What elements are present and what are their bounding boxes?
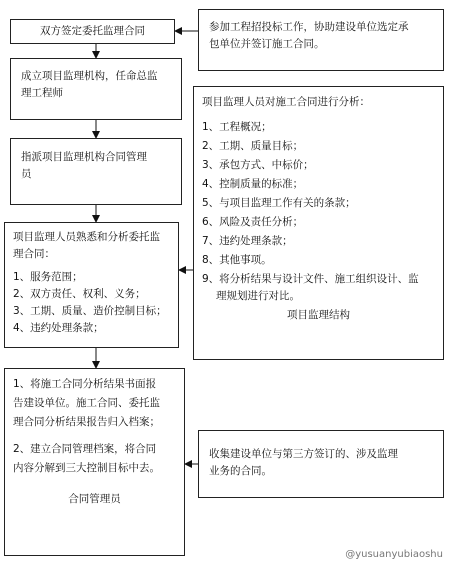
analysis-title: 项目监理人员对施工合同进行分析：: [202, 96, 370, 108]
collect-line-2: 业务的合同。: [209, 465, 272, 477]
analysis-item-9-line-2: 理规划进行对比。: [216, 290, 300, 302]
familiar-box: [4, 222, 179, 348]
analysis-item-8: 8、其他事项。: [202, 254, 272, 266]
report-box: [4, 368, 185, 556]
sign-contract-text: 双方签定委托监理合同: [40, 25, 145, 37]
collect-line-1: 收集建设单位与第三方签订的、涉及监理: [209, 448, 398, 460]
bidding-line-1: 参加工程招投标工作，协助建设单位选定承: [209, 21, 409, 33]
analysis-item-4: 4、控制质量的标准；: [202, 178, 304, 190]
analysis-box: [193, 86, 444, 360]
establish-box: [10, 58, 182, 120]
report-p1-line-3: 理合同分析结果报告归入档案；: [13, 416, 160, 428]
establish-line-1: 成立项目监理机构，任命总监: [21, 70, 158, 82]
report-p2-line-2: 内容分解到三大控制目标中去。: [13, 462, 160, 474]
establish-line-2: 理工程师: [21, 87, 63, 99]
assign-line-2: 员: [21, 168, 32, 180]
sign-contract-box: [10, 19, 175, 44]
analysis-item-6: 6、风险及责任分析；: [202, 216, 304, 228]
watermark: @yusuanyubiaoshu: [345, 549, 443, 560]
familiar-item-1: 1、服务范围；: [13, 271, 83, 283]
familiar-item-4: 4、违约处理条款；: [13, 322, 104, 334]
familiar-item-3: 3、工期、质量、造价控制目标；: [13, 305, 167, 317]
report-p1-line-1: 1、将施工合同分析结果书面报: [13, 378, 157, 390]
assign-box: [10, 138, 182, 205]
collect-box: [198, 430, 444, 498]
bidding-box: [198, 9, 444, 71]
assign-line-1: 指派项目监理机构合同管理: [21, 151, 147, 163]
analysis-item-5: 5、与项目监理工作有关的条款；: [202, 197, 356, 209]
bidding-line-2: 包单位并签订施工合同。: [209, 38, 325, 50]
analysis-item-1: 1、工程概况；: [202, 121, 272, 133]
report-p1-line-2: 告建设单位。施工合同、委托监: [13, 397, 160, 409]
analysis-item-3: 3、承包方式、中标价；: [202, 159, 314, 171]
report-footer: 合同管理员: [68, 493, 121, 505]
analysis-item-7: 7、违约处理条款；: [202, 235, 293, 247]
familiar-line-1: 项目监理人员熟悉和分析委托监: [13, 231, 160, 243]
analysis-item-9-line-1: 9、将分析结果与设计文件、施工组织设计、监: [202, 273, 419, 285]
familiar-item-2: 2、双方责任、权利、义务；: [13, 288, 146, 300]
analysis-item-2: 2、工期、质量目标；: [202, 140, 304, 152]
familiar-line-2: 理合同：: [13, 248, 55, 260]
report-p2-line-1: 2、建立合同管理档案，将合同: [13, 443, 157, 455]
analysis-footer: 项目监理结构: [287, 309, 350, 321]
